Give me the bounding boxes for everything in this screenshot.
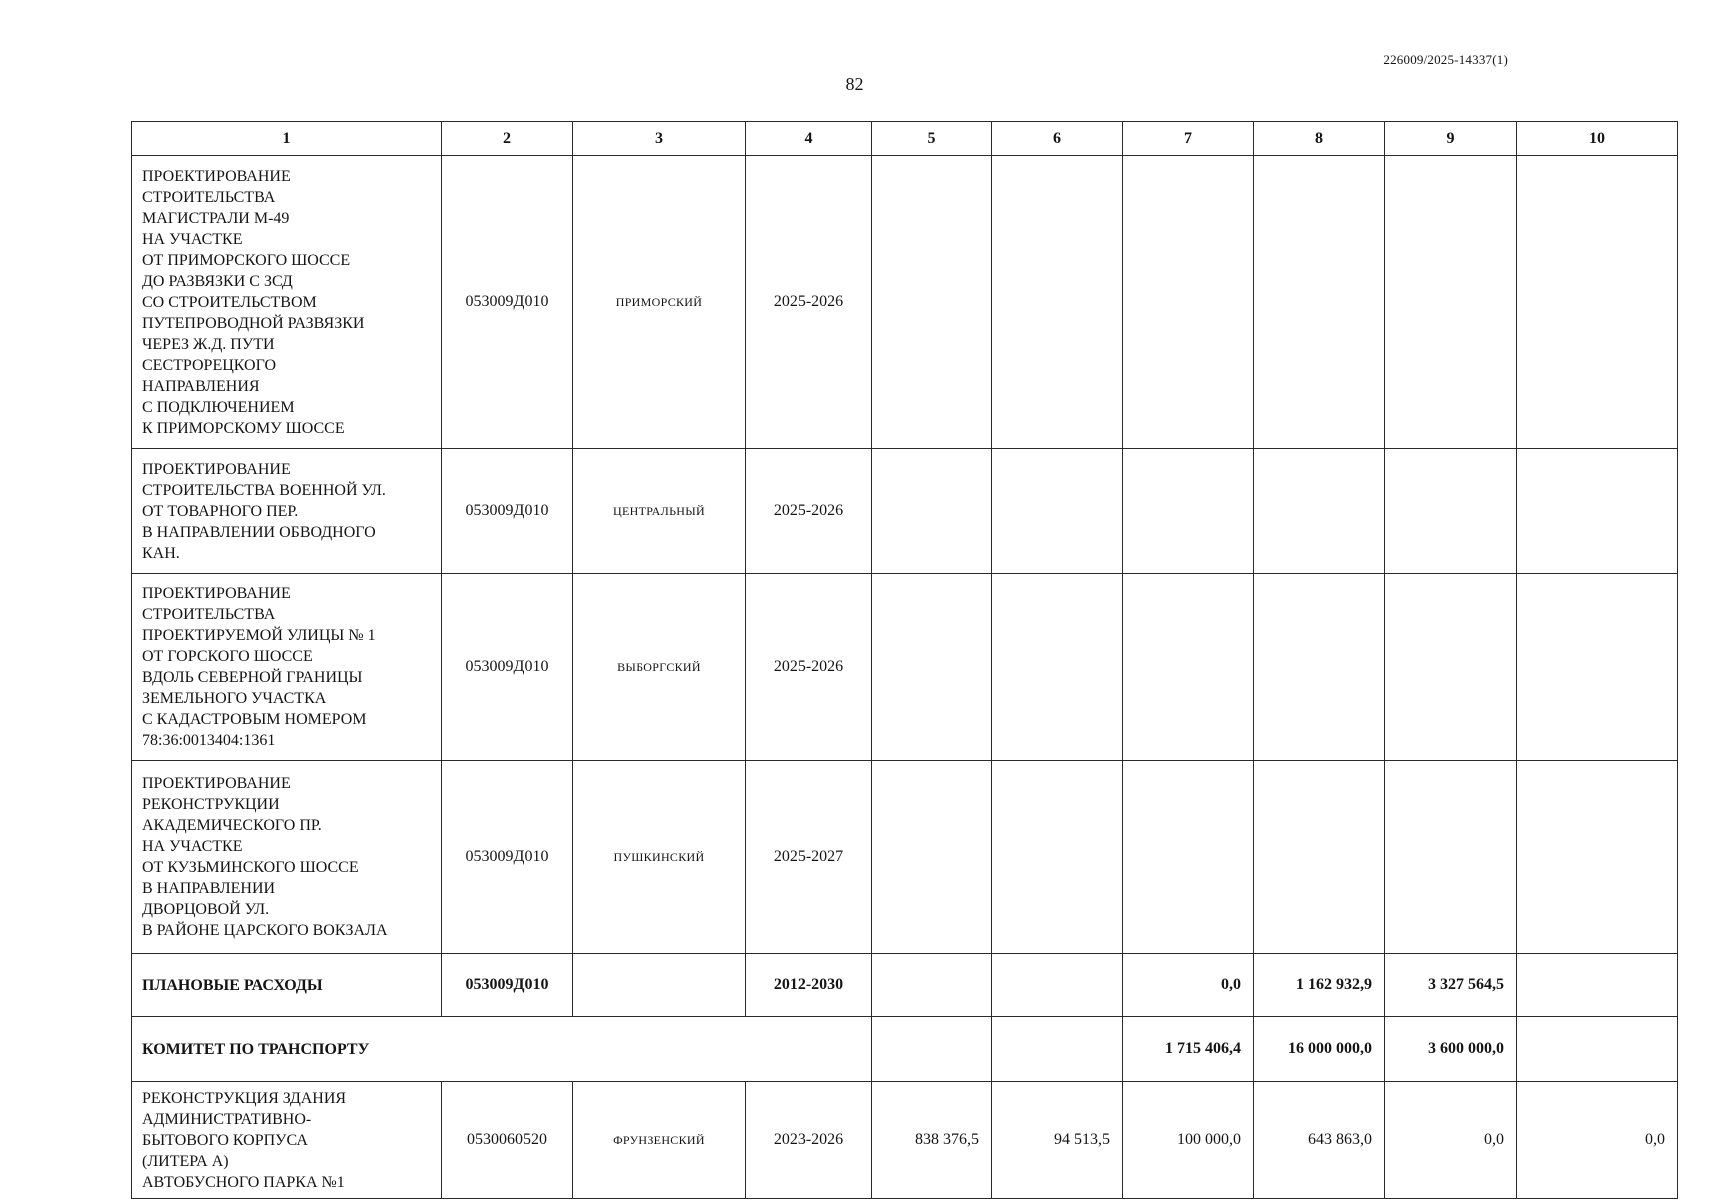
- value-cell: [1123, 449, 1254, 574]
- table-row: [132, 156, 1678, 449]
- column-header: 10: [1517, 122, 1678, 156]
- page-number: 82: [845, 74, 864, 94]
- value-cell: [872, 574, 992, 761]
- value-cell: [1385, 449, 1517, 574]
- value-cell: [1254, 761, 1385, 954]
- value-cell: 100 000,0: [1123, 1082, 1254, 1199]
- value-cell: [992, 761, 1123, 954]
- budget-table: [131, 121, 1678, 1199]
- object-name-cell: ПРОЕКТИРОВАНИЕ РЕКОНСТРУКЦИИ АКАДЕМИЧЕСКОГО ПР. НА УЧАСТКЕ ОТ КУЗЬМИНСКОГО ШОССЕ В НАПРАВЛЕНИИ ДВОРЦОВОЙ УЛ. В РАЙОНЕ ЦАРСКОГО ВОКЗАЛА: [132, 761, 442, 954]
- code-cell: 053009Д010: [442, 156, 573, 449]
- committee-row: [132, 1017, 1678, 1082]
- column-header: 5: [872, 122, 992, 156]
- planned-expenses-label: ПЛАНОВЫЕ РАСХОДЫ: [132, 954, 442, 1017]
- value-cell: [1254, 156, 1385, 449]
- object-name-cell: РЕКОНСТРУКЦИЯ ЗДАНИЯ АДМИНИСТРАТИВНО- БЫТОВОГО КОРПУСА (ЛИТЕРА А) АВТОБУСНОГО ПАРКА №1: [132, 1082, 442, 1199]
- value-cell: [1254, 574, 1385, 761]
- column-header: 2: [442, 122, 573, 156]
- years-cell: 2025-2026: [746, 574, 872, 761]
- value-cell: [1385, 761, 1517, 954]
- value-cell: [1254, 449, 1385, 574]
- column-header: 7: [1123, 122, 1254, 156]
- district-cell: ЦЕНТРАЛЬНЫЙ: [573, 449, 746, 574]
- table-row: [132, 761, 1678, 954]
- value-cell: 3 327 564,5: [1385, 954, 1517, 1017]
- years-cell: 2025-2027: [746, 761, 872, 954]
- years-cell: 2023-2026: [746, 1082, 872, 1199]
- value-cell: [872, 449, 992, 574]
- years-cell: 2025-2026: [746, 156, 872, 449]
- district-cell: [573, 954, 746, 1017]
- district-cell: ПРИМОРСКИЙ: [573, 156, 746, 449]
- value-cell: [1123, 156, 1254, 449]
- code-cell: 053009Д010: [442, 954, 573, 1017]
- district-cell: ВЫБОРГСКИЙ: [573, 574, 746, 761]
- district-cell: ФРУНЗЕНСКИЙ: [573, 1082, 746, 1199]
- table-row: [132, 1082, 1678, 1199]
- table-row: [132, 574, 1678, 761]
- value-cell: [992, 156, 1123, 449]
- code-cell: 0530060520: [442, 1082, 573, 1199]
- value-cell: 0,0: [1517, 1082, 1678, 1199]
- value-cell: [992, 954, 1123, 1017]
- value-cell: [1385, 574, 1517, 761]
- object-name-cell: ПРОЕКТИРОВАНИЕ СТРОИТЕЛЬСТВА МАГИСТРАЛИ М-49 НА УЧАСТКЕ ОТ ПРИМОРСКОГО ШОССЕ ДО РАЗВЯЗКИ С ЗСД СО СТРОИТЕЛЬСТВОМ ПУТЕПРОВОДНОЙ РАЗВЯЗКИ ЧЕРЕЗ Ж.Д. ПУТИ СЕСТРОРЕЦКОГО НАПРАВЛЕНИЯ С ПОДКЛЮЧЕНИЕМ К ПРИМОРСКОМУ ШОССЕ: [132, 156, 442, 449]
- value-cell: [992, 449, 1123, 574]
- value-cell: 3 600 000,0: [1385, 1017, 1517, 1082]
- column-header: 9: [1385, 122, 1517, 156]
- value-cell: 838 376,5: [872, 1082, 992, 1199]
- value-cell: [992, 574, 1123, 761]
- value-cell: 94 513,5: [992, 1082, 1123, 1199]
- value-cell: 16 000 000,0: [1254, 1017, 1385, 1082]
- planned-expenses-row: [132, 954, 1678, 1017]
- years-cell: 2025-2026: [746, 449, 872, 574]
- value-cell: [872, 954, 992, 1017]
- value-cell: [1517, 574, 1678, 761]
- value-cell: [1517, 449, 1678, 574]
- code-cell: 053009Д010: [442, 761, 573, 954]
- committee-label: КОМИТЕТ ПО ТРАНСПОРТУ: [132, 1017, 872, 1082]
- value-cell: [1517, 761, 1678, 954]
- column-header: 3: [573, 122, 746, 156]
- value-cell: [1517, 156, 1678, 449]
- document-id: 226009/2025-14337(1): [1383, 52, 1508, 67]
- value-cell: [1517, 954, 1678, 1017]
- value-cell: 1 715 406,4: [1123, 1017, 1254, 1082]
- value-cell: 1 162 932,9: [1254, 954, 1385, 1017]
- value-cell: 643 863,0: [1254, 1082, 1385, 1199]
- value-cell: [872, 1017, 992, 1082]
- years-cell: 2012-2030: [746, 954, 872, 1017]
- column-header: 4: [746, 122, 872, 156]
- district-cell: ПУШКИНСКИЙ: [573, 761, 746, 954]
- value-cell: [1385, 156, 1517, 449]
- code-cell: 053009Д010: [442, 449, 573, 574]
- column-header: 6: [992, 122, 1123, 156]
- value-cell: [992, 1017, 1123, 1082]
- column-header-row: [132, 122, 1678, 156]
- value-cell: 0,0: [1123, 954, 1254, 1017]
- code-cell: 053009Д010: [442, 574, 573, 761]
- table-row: [132, 449, 1678, 574]
- column-header: 8: [1254, 122, 1385, 156]
- column-header: 1: [132, 122, 442, 156]
- value-cell: [872, 761, 992, 954]
- value-cell: [1123, 761, 1254, 954]
- value-cell: 0,0: [1385, 1082, 1517, 1199]
- value-cell: [1123, 574, 1254, 761]
- object-name-cell: ПРОЕКТИРОВАНИЕ СТРОИТЕЛЬСТВА ВОЕННОЙ УЛ. ОТ ТОВАРНОГО ПЕР. В НАПРАВЛЕНИИ ОБВОДНОГО КАН.: [132, 449, 442, 574]
- value-cell: [1517, 1017, 1678, 1082]
- value-cell: [872, 156, 992, 449]
- object-name-cell: ПРОЕКТИРОВАНИЕ СТРОИТЕЛЬСТВА ПРОЕКТИРУЕМОЙ УЛИЦЫ № 1 ОТ ГОРСКОГО ШОССЕ ВДОЛЬ СЕВЕРНОЙ ГРАНИЦЫ ЗЕМЕЛЬНОГО УЧАСТКА С КАДАСТРОВЫМ НОМЕРОМ 78:36:0013404:1361: [132, 574, 442, 761]
